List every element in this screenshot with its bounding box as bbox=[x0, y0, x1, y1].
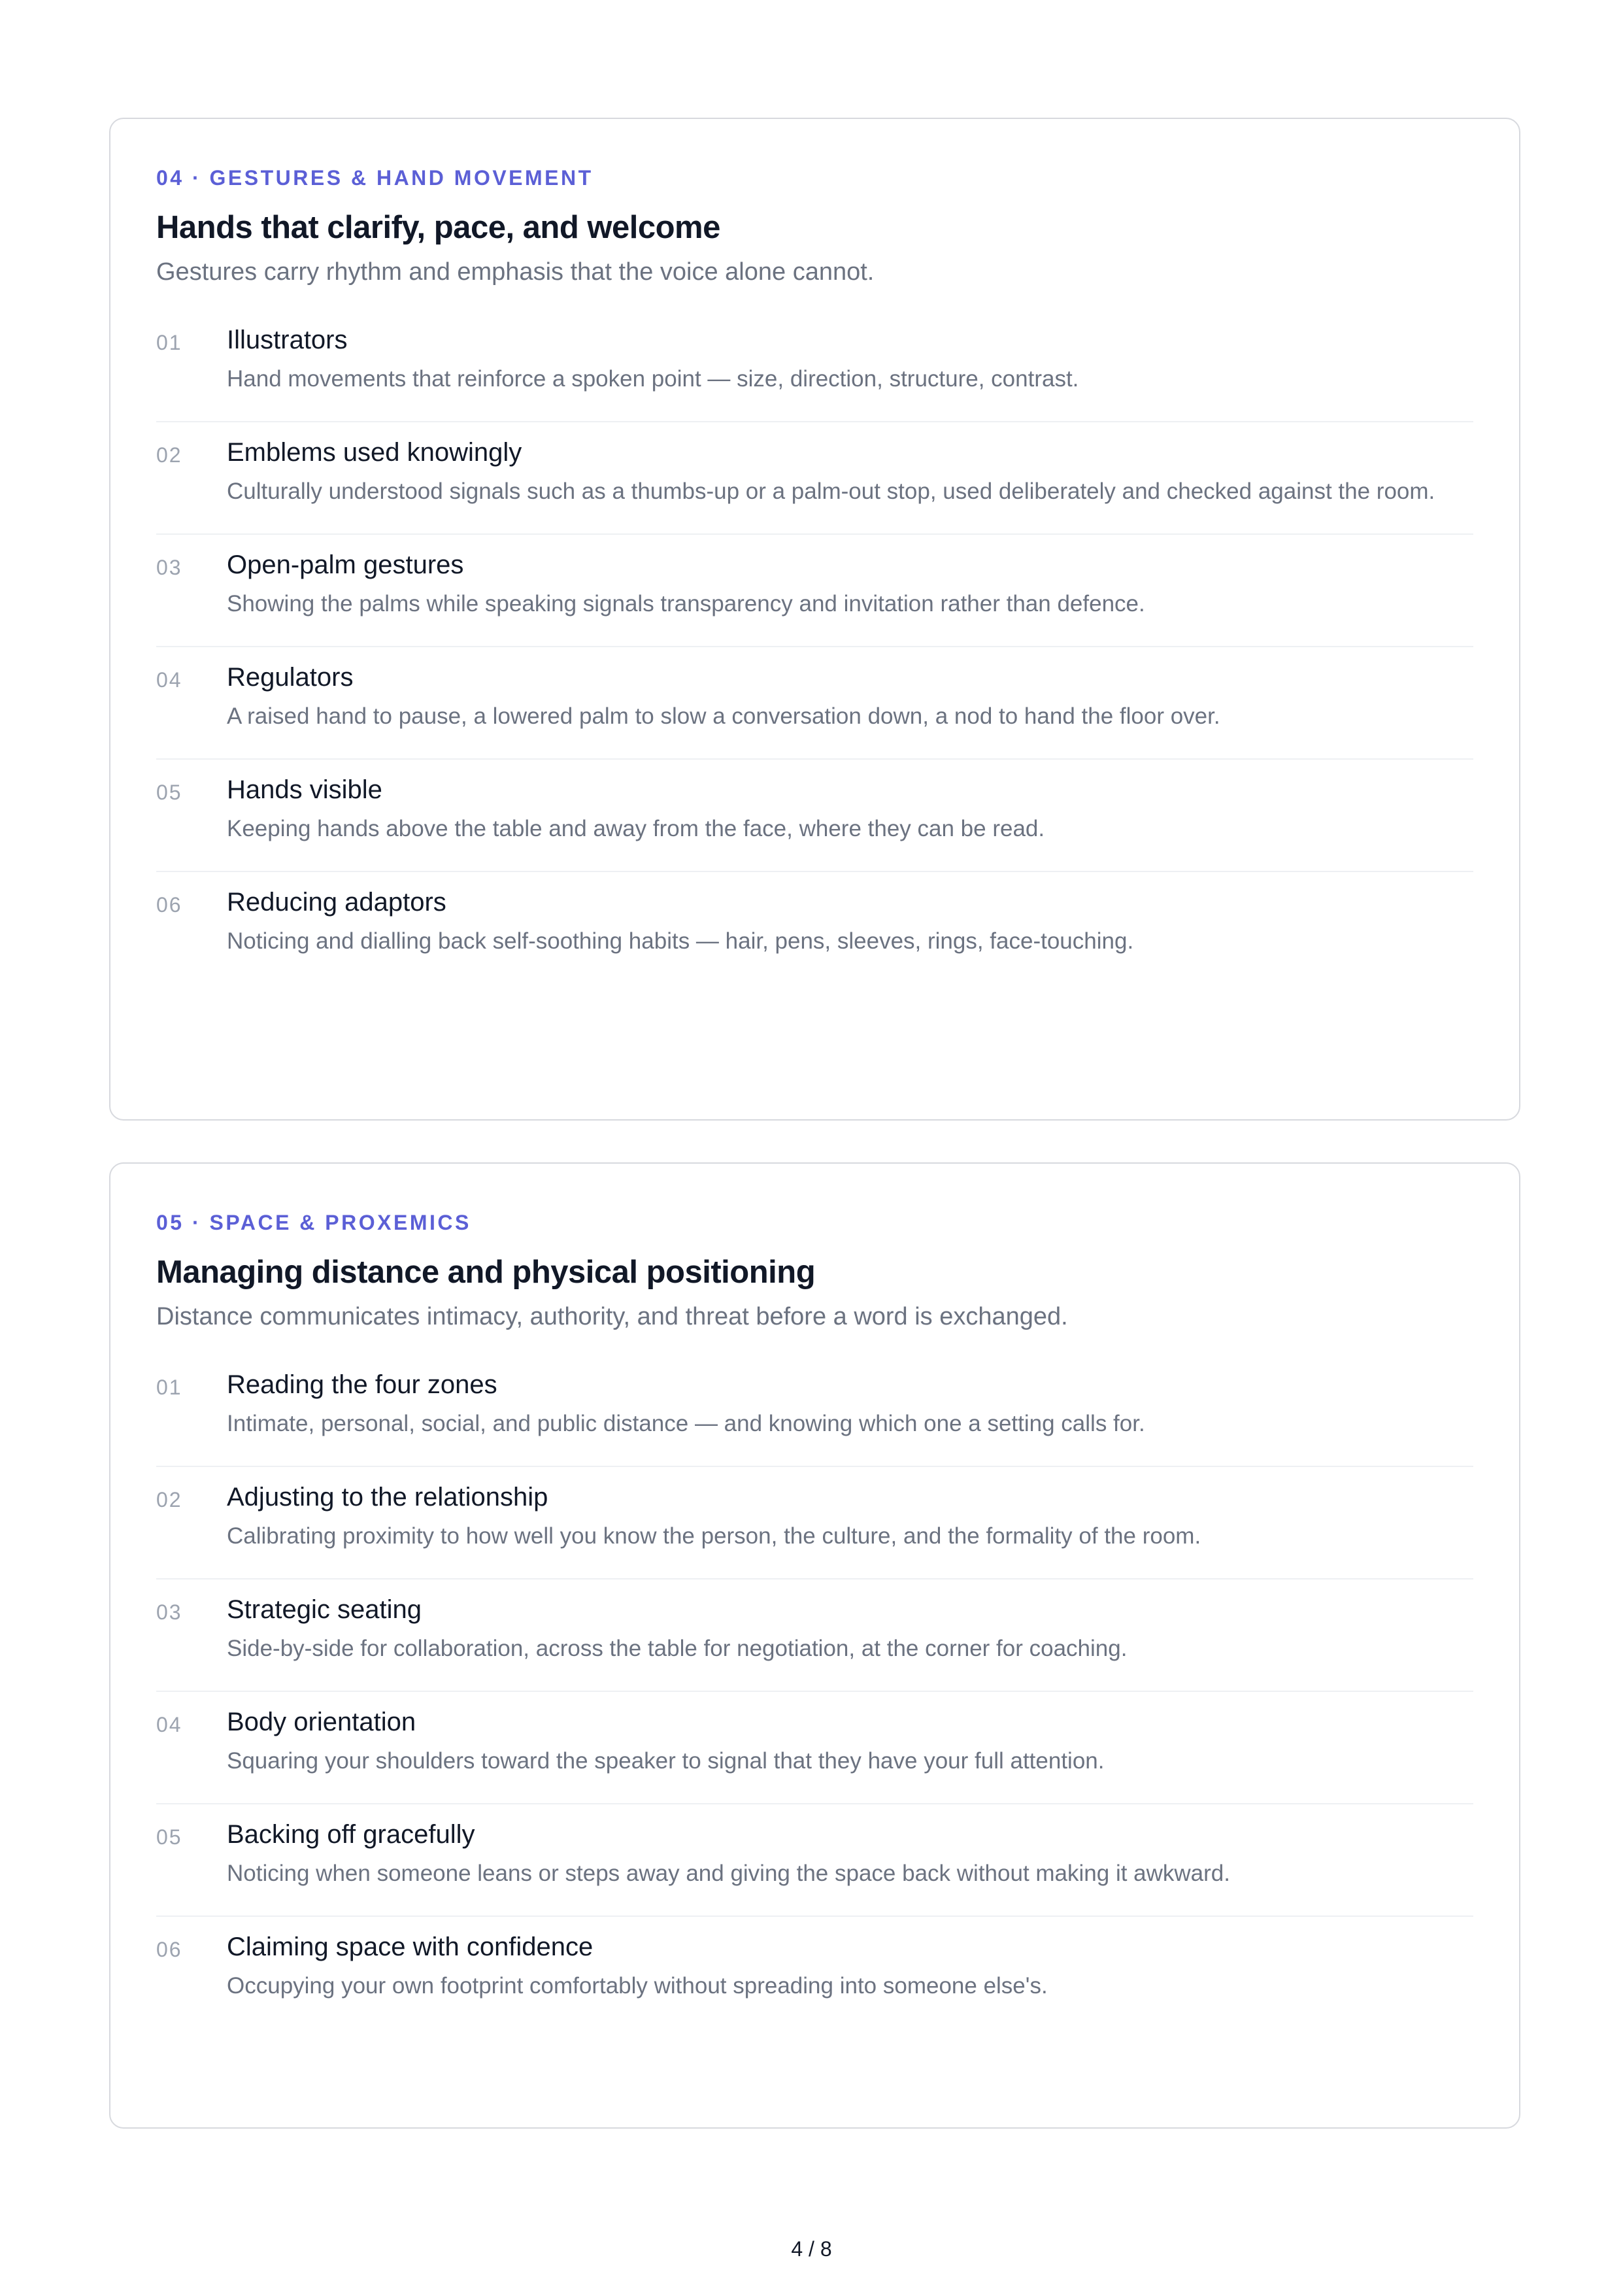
list-item bbox=[156, 1692, 1473, 1804]
list-item bbox=[156, 1917, 1473, 2028]
list-item bbox=[156, 1579, 1473, 1692]
item-title: Illustrators bbox=[227, 326, 348, 354]
list-item bbox=[156, 314, 1473, 422]
item-description: Side-by-side for collaboration, across the table for negotiation, at the corner for coaching. bbox=[227, 1636, 1128, 1661]
item-number: 04 bbox=[156, 668, 182, 692]
item-number: 01 bbox=[156, 1376, 182, 1399]
item-title: Backing off gracefully bbox=[227, 1820, 475, 1849]
list-item bbox=[156, 760, 1473, 872]
section-eyebrow: 04 · GESTURES & HAND MOVEMENT bbox=[156, 166, 594, 190]
item-description: Keeping hands above the table and away from the face, where they can be read. bbox=[227, 816, 1045, 841]
list-item bbox=[156, 1467, 1473, 1579]
item-number: 04 bbox=[156, 1713, 182, 1736]
item-description: Hand movements that reinforce a spoken point — size, direction, structure, contrast. bbox=[227, 366, 1079, 392]
item-title: Regulators bbox=[227, 663, 354, 692]
item-description: Calibrating proximity to how well you know the person, the culture, and the formality of the room. bbox=[227, 1523, 1201, 1549]
section-card-proxemics bbox=[109, 1162, 1520, 2129]
item-number: 05 bbox=[156, 781, 182, 804]
item-number: 06 bbox=[156, 893, 182, 917]
item-title: Body orientation bbox=[227, 1708, 416, 1736]
section-card-gestures bbox=[109, 118, 1520, 1121]
list-item bbox=[156, 647, 1473, 760]
section-title: Managing distance and physical positioning bbox=[156, 1255, 816, 1290]
section-content bbox=[156, 165, 1473, 983]
item-title: Open-palm gestures bbox=[227, 550, 464, 579]
item-description: Culturally understood signals such as a thumbs-up or a palm-out stop, used deliberately and checked against the room. bbox=[227, 479, 1435, 504]
item-number: 02 bbox=[156, 443, 182, 467]
section-subtitle: Gestures carry rhythm and emphasis that the voice alone cannot. bbox=[156, 258, 875, 286]
page-number: 4 / 8 bbox=[791, 2237, 832, 2261]
section-eyebrow: 05 · SPACE & PROXEMICS bbox=[156, 1211, 471, 1234]
item-number: 03 bbox=[156, 556, 182, 579]
item-description: Squaring your shoulders toward the speaker to signal that they have your full attention. bbox=[227, 1748, 1105, 1774]
item-description: Showing the palms while speaking signals transparency and invitation rather than defence. bbox=[227, 591, 1145, 616]
item-list bbox=[156, 1359, 1473, 2028]
item-number: 02 bbox=[156, 1488, 182, 1511]
section-content bbox=[156, 1209, 1473, 2028]
item-number: 05 bbox=[156, 1825, 182, 1849]
item-number: 06 bbox=[156, 1938, 182, 1961]
list-item bbox=[156, 1804, 1473, 1917]
item-title: Emblems used knowingly bbox=[227, 438, 522, 467]
item-description: Occupying your own footprint comfortably without spreading into someone else's. bbox=[227, 1973, 1048, 1999]
item-title: Hands visible bbox=[227, 775, 382, 804]
item-description: Intimate, personal, social, and public distance — and knowing which one a setting calls for. bbox=[227, 1411, 1145, 1436]
item-description: Noticing and dialling back self-soothing habits — hair, pens, sleeves, rings, face-touching. bbox=[227, 928, 1134, 954]
item-list bbox=[156, 314, 1473, 983]
item-description: Noticing when someone leans or steps away and giving the space back without making it awkward. bbox=[227, 1861, 1230, 1886]
list-item bbox=[156, 535, 1473, 647]
item-title: Adjusting to the relationship bbox=[227, 1483, 548, 1511]
list-item bbox=[156, 1359, 1473, 1467]
item-title: Reducing adaptors bbox=[227, 888, 446, 917]
list-item bbox=[156, 872, 1473, 983]
item-title: Strategic seating bbox=[227, 1595, 422, 1624]
section-title: Hands that clarify, pace, and welcome bbox=[156, 210, 720, 245]
item-description: A raised hand to pause, a lowered palm to slow a conversation down, a nod to hand the floor over. bbox=[227, 703, 1220, 729]
section-subtitle: Distance communicates intimacy, authority, and threat before a word is exchanged. bbox=[156, 1303, 1068, 1330]
item-title: Reading the four zones bbox=[227, 1370, 497, 1399]
item-number: 03 bbox=[156, 1600, 182, 1624]
item-number: 01 bbox=[156, 331, 182, 354]
item-title: Claiming space with confidence bbox=[227, 1933, 594, 1961]
list-item bbox=[156, 422, 1473, 535]
